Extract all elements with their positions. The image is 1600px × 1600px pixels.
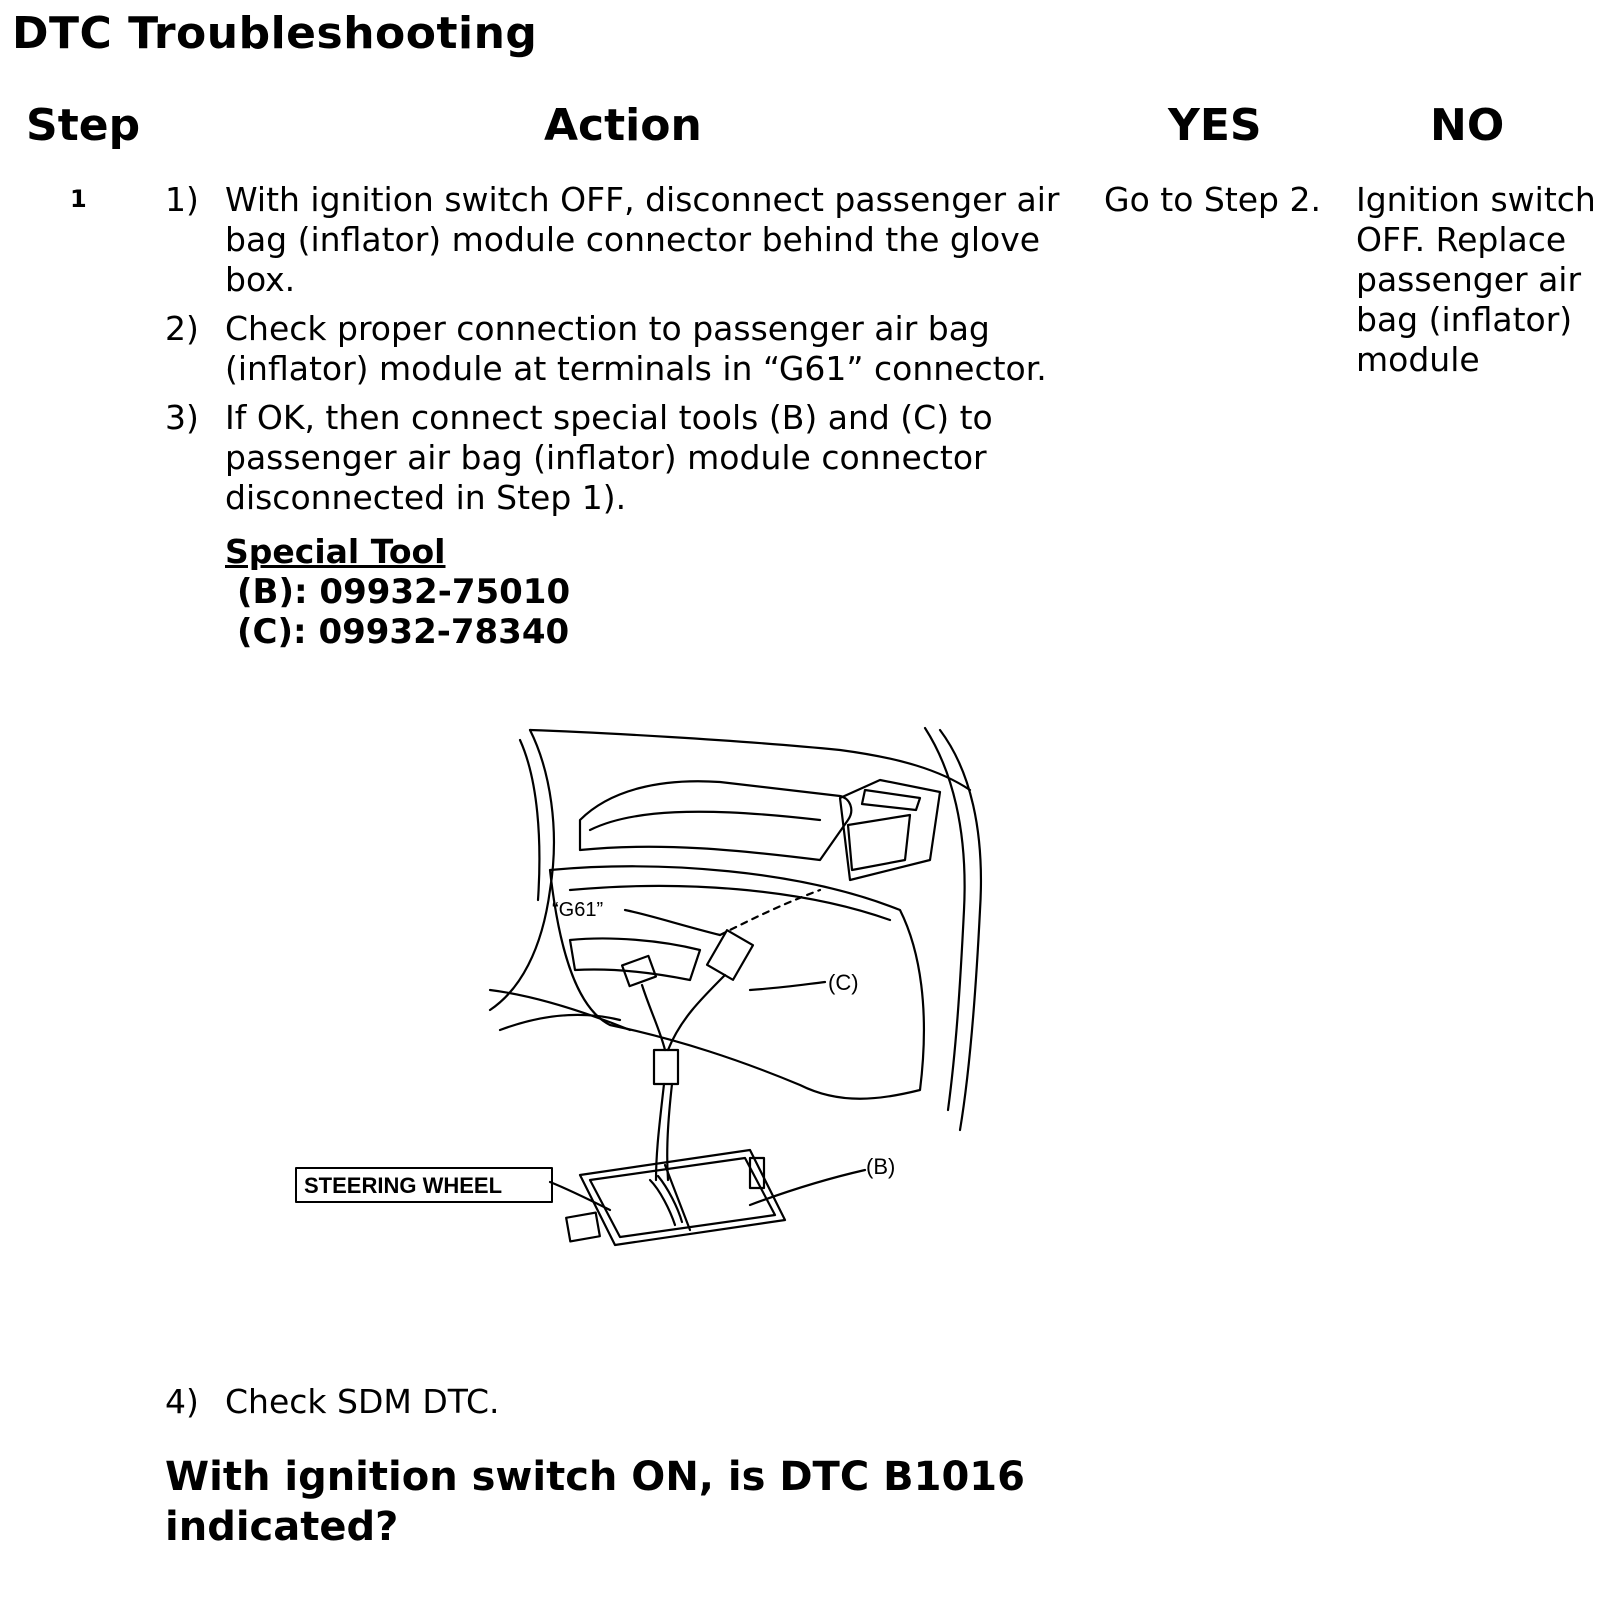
yes-cell: Go to Step 2. xyxy=(1104,180,1321,219)
tool-c-leader xyxy=(750,982,825,990)
action-item-number: 3) xyxy=(165,398,199,437)
cable-down xyxy=(656,1084,664,1180)
tool-b-divider xyxy=(665,1165,690,1230)
action-item-text: Check SDM DTC. xyxy=(225,1382,500,1421)
tool-b-leader xyxy=(750,1170,865,1205)
glove-box-handle xyxy=(570,938,700,980)
cable-2 xyxy=(668,975,725,1050)
g61-leader xyxy=(625,910,720,935)
action-item-number: 1) xyxy=(165,180,199,219)
header-no: NO xyxy=(1430,100,1505,151)
action-item xyxy=(165,309,1085,389)
inline-connector xyxy=(654,1050,678,1084)
dashboard-pillar xyxy=(940,730,981,1130)
step-number: 1 xyxy=(70,185,87,213)
step-question: With ignition switch ON, is DTC B1016 indicated? xyxy=(165,1454,1025,1550)
figure-label-b: (B) xyxy=(866,1154,896,1179)
dashboard-outline xyxy=(530,730,970,790)
dashboard-left-edge xyxy=(490,730,554,1010)
special-tool-b: (B): 09932-75010 xyxy=(237,572,571,612)
special-tool-c: (C): 09932-78340 xyxy=(237,612,570,652)
action-item-text: Check proper connection to passenger air bag (inflator) module at terminals in “G61” connector. xyxy=(225,309,1047,388)
action-item xyxy=(165,180,1085,300)
header-action: Action xyxy=(544,100,702,151)
page-title: DTC Troubleshooting xyxy=(12,8,538,59)
right-vent xyxy=(840,780,940,880)
tool-b-tab-left xyxy=(566,1213,600,1242)
figure-label-g61: “G61” xyxy=(552,899,604,921)
action-item-text: If OK, then connect special tools (B) and (C) to passenger air bag (inflator) module connector disconnected in Step 1). xyxy=(225,398,993,517)
glove-box-lid xyxy=(550,866,924,1098)
right-vent-top xyxy=(862,790,920,810)
dashboard-left-trim xyxy=(520,740,539,900)
no-cell: Ignition switch OFF. Replace passenger air bag (inflator) module xyxy=(1356,180,1596,379)
figure-label-c: (C) xyxy=(828,970,859,995)
tool-b-box xyxy=(580,1150,785,1245)
lower-dash-2 xyxy=(500,1015,620,1030)
right-vent-panel xyxy=(848,815,910,870)
action-item-4 xyxy=(165,1382,1085,1422)
action-item-text: With ignition switch OFF, disconnect passenger air bag (inflator) module connector behind the glove box. xyxy=(225,180,1060,299)
cable-1 xyxy=(642,985,665,1050)
harness-dashed xyxy=(720,890,820,935)
tool-c-connector xyxy=(707,930,753,980)
action-item-number: 4) xyxy=(165,1382,199,1421)
header-step: Step xyxy=(26,100,141,151)
special-tool-heading: Special Tool xyxy=(225,532,446,571)
upper-compartment-shadow xyxy=(590,812,820,830)
dashboard-pillar-inner xyxy=(925,728,965,1110)
cable-down-2 xyxy=(667,1084,672,1180)
upper-compartment xyxy=(580,781,851,860)
action-cell xyxy=(165,180,1085,652)
action-item-number: 2) xyxy=(165,309,199,348)
header-yes: YES xyxy=(1168,100,1262,151)
glove-box-illustration xyxy=(280,710,1020,1290)
steering-leader xyxy=(550,1182,610,1210)
figure-label-steering: STEERING WHEEL xyxy=(304,1173,503,1198)
tool-b-coil xyxy=(650,1176,682,1225)
action-item xyxy=(165,398,1085,518)
